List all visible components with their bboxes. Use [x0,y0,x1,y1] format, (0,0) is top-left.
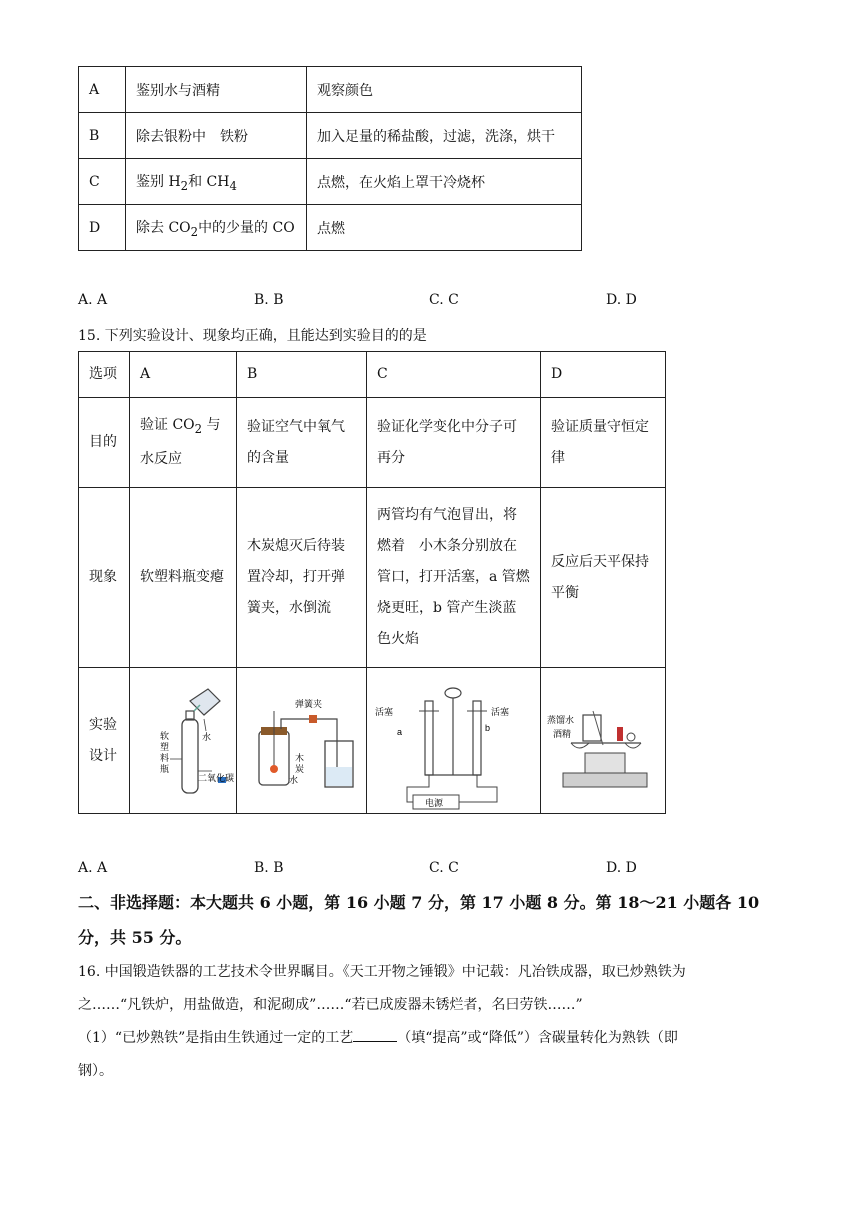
option-c[interactable]: C. C [429,292,459,308]
option-c[interactable]: C. C [429,860,459,876]
text: 验证 CO [140,416,195,433]
section-heading: 二、非选择题：本大题共 6 小题，第 16 小题 7 分，第 17 小题 8 分。第 18～21 小题各 10 [78,893,760,912]
label-water: 水 [202,731,212,742]
header-cell: B [237,352,367,398]
option-cell: B [79,113,126,159]
balance-figure [541,671,665,811]
design-cell-a [130,668,237,814]
question-16-line2: 之……“凡铁炉，用盐做造，和泥砌成”……“若已成废器未锈烂者，名曰劳铁……” [78,997,583,1013]
label-bottle-part: 塑 [160,741,170,752]
option-cell: D [79,205,126,251]
label-stopcock-left: 活塞 [375,706,394,717]
purpose-cell [130,398,237,488]
header-cell: 选项 [79,352,130,398]
header-cell: A [130,352,237,398]
option-d[interactable]: D. D [606,292,637,308]
option-cell: A [79,67,126,113]
text: 与水反应 [140,416,221,468]
text: 中的少量的 CO [198,219,295,236]
purpose-cell [126,159,307,205]
phenomenon-cell: 木炭熄灭后待装置冷却，打开弹簧夹，水倒流 [237,488,367,668]
label-charcoal [295,752,304,774]
table-row [79,113,582,159]
text: 和 CH [188,173,230,190]
method-cell: 观察颜色 [307,67,582,113]
purpose-cell [126,205,307,251]
section-heading-cont: 分，共 55 分。 [78,928,192,947]
label-clamp: 弹簧夹 [295,698,323,709]
label-power: 电源 [425,797,444,808]
option-d[interactable]: D. D [606,860,637,876]
text: （填“提高”或“降低”）含碳量转化为熟铁（即 [397,1030,678,1046]
phenomenon-cell: 反应后天平保持平衡 [541,488,666,668]
phenomenon-cell: 两管均有气泡冒出，将燃着 小木条分别放在管口，打开活塞，a 管燃烧更旺，b 管产生淡蓝色火焰 [367,488,541,668]
text: 鉴别 H [136,173,181,190]
table-row [79,67,582,113]
option-a[interactable]: A. A [78,292,108,308]
subscript: 2 [194,421,203,436]
table-row [79,668,666,814]
label-bottle [160,730,172,774]
purpose-cell: 验证空气中氧气的含量 [237,398,367,488]
oxygen-content-figure [237,671,366,811]
subscript: 2 [190,224,199,239]
purpose-cell: 除去银粉中 铁粉 [126,113,307,159]
subscript: 2 [180,178,189,193]
subscript: 4 [229,178,237,193]
question-16-line1: 16. 中国锻造铁器的工艺技术令世界瞩目。《天工开物之锤锻》中记载：凡冶铁成器，取已炒熟铁为 [78,964,686,980]
method-cell: 点燃 [307,205,582,251]
method-cell: 加入足量的稀盐酸，过滤，洗涤，烘干 [307,113,582,159]
header-cell: D [541,352,666,398]
label-charcoal-part: 炭 [295,763,305,774]
design-cell-d [541,668,666,814]
label-bottle-part: 料 [160,752,170,763]
table-row [79,205,582,251]
row-label: 目的 [79,398,130,488]
label-co2: 二氧化碳 [198,772,235,783]
purpose-cell: 鉴别水与酒精 [126,67,307,113]
label-alcohol: 酒精 [553,728,572,739]
label-a: a [397,726,403,737]
method-cell: 点燃，在火焰上罩干冷烧杯 [307,159,582,205]
option-b[interactable]: B. B [254,860,284,876]
table-row [79,488,666,668]
options-table [78,66,582,251]
question-16-sub1-cont: 钢）。 [78,1063,113,1079]
option-cell: C [79,159,126,205]
label-bottle-part: 瓶 [160,763,170,774]
design-cell-b [237,668,367,814]
label-bottle-part: 软 [160,730,170,741]
answer-blank[interactable] [353,1029,397,1042]
option-a[interactable]: A. A [78,860,108,876]
purpose-cell: 验证化学变化中分子可再分 [367,398,541,488]
question-15-stem: 15. 下列实验设计、现象均正确，且能达到实验目的的是 [78,328,427,344]
label-charcoal-part: 木 [295,752,305,763]
text: （1）“已炒熟铁”是指由生铁通过一定的工艺 [78,1030,354,1046]
table-header-row [79,352,666,398]
header-cell: C [367,352,541,398]
option-b[interactable]: B. B [254,292,284,308]
label-water: 水 [289,774,299,785]
table-row [79,398,666,488]
bottle-co2-figure [130,671,236,811]
row-label: 实验设计 [79,668,130,814]
label-stopcock-right: 活塞 [491,706,510,717]
table-row [79,159,582,205]
label-b: b [485,722,491,733]
electrolysis-figure [367,671,540,811]
design-cell-c [367,668,541,814]
question-16-sub1 [78,1028,798,1048]
text: 除去 CO [136,219,191,236]
row-label: 现象 [79,488,130,668]
phenomenon-cell: 软塑料瓶变瘪 [130,488,237,668]
experiment-table [78,351,666,814]
purpose-cell: 验证质量守恒定律 [541,398,666,488]
label-water: 蒸馏水 [547,714,575,725]
